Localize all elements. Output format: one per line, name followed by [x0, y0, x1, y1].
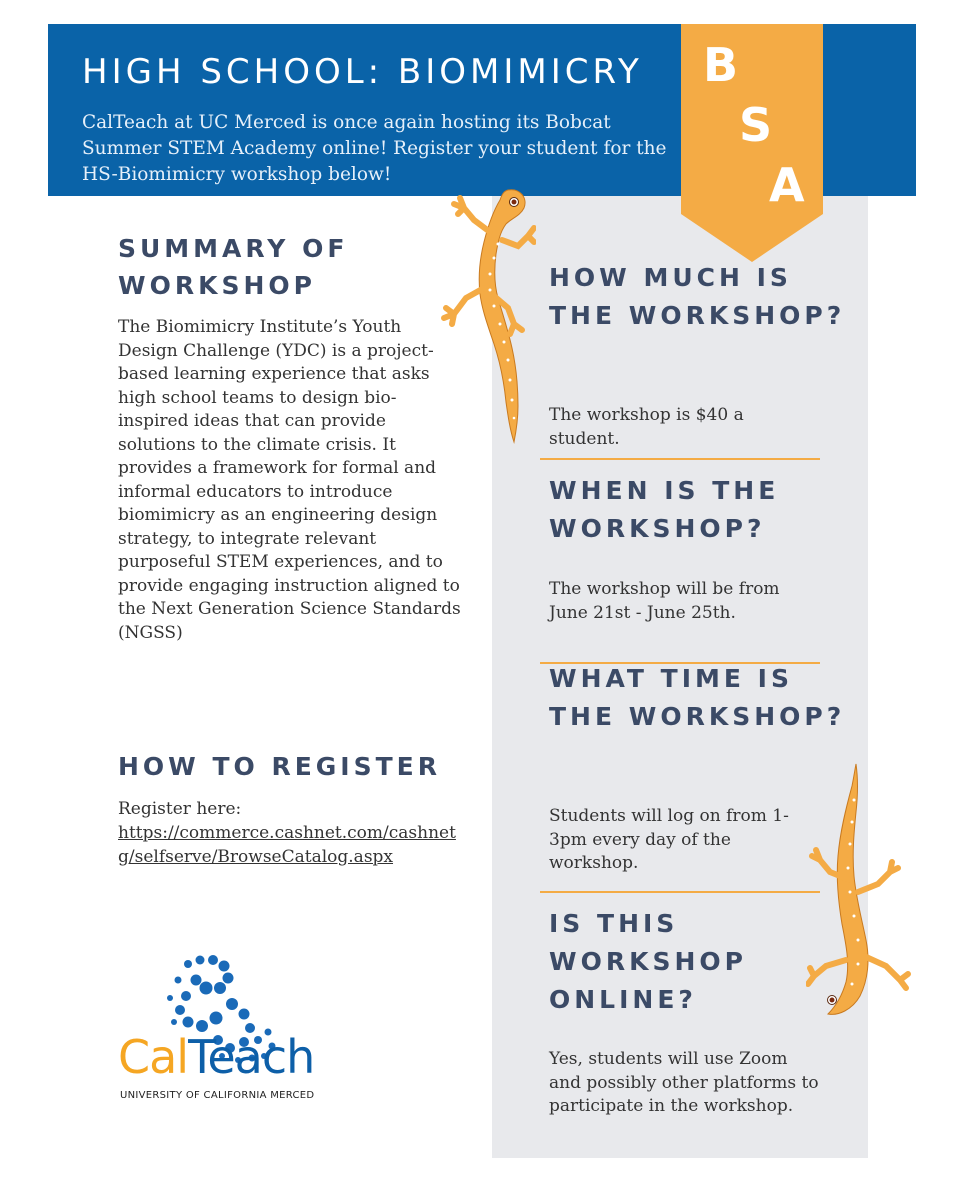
register-label: Register here: — [118, 799, 242, 819]
faq-divider — [540, 458, 820, 460]
ribbon-letter-s: S — [739, 98, 773, 152]
wordmark-teach: Teach — [188, 1030, 315, 1084]
register-link[interactable]: https://commerce.cashnet.com/cashnetg/selfserve/BrowseCatalog.aspx — [118, 823, 456, 867]
ribbon-letter-b: B — [703, 38, 739, 92]
page-title: HIGH SCHOOL: BIOMIMICRY — [82, 52, 643, 92]
faq-online-answer: Yes, students will use Zoom and possibly other platforms to participate in the workshop. — [549, 1049, 819, 1116]
faq-date-answer: The workshop will be from June 21st - June 25th. — [549, 579, 780, 623]
register-heading: HOW TO REGISTER — [118, 752, 442, 781]
calteach-wordmark — [118, 1030, 314, 1084]
faq-time-answer: Students will log on from 1-3pm every day of the workshop. — [549, 806, 789, 873]
university-name: UNIVERSITY OF CALIFORNIA MERCED — [120, 1090, 315, 1101]
summary-body: The Biomimicry Institute’s Youth Design Challenge (YDC) is a project-based learning experience that asks high school teams to design bio-inspired ideas that can provide solutions to the climate crisis. It provides a framework for formal and informal educators to introduce biomimicry as an engineering design strategy, to integrate relevant purposeful STEM experiences, and to provide engaging instruction aligned to the Next Generation Science Standards (NGSS) — [118, 317, 461, 643]
bsa-ribbon — [681, 24, 823, 262]
summary-heading: SUMMARY OF WORKSHOP — [118, 234, 349, 300]
faq-time-question: WHAT TIME IS THE WORKSHOP? — [549, 664, 846, 731]
faq-date-question: WHEN IS THE WORKSHOP? — [549, 476, 780, 543]
faq-cost-answer: The workshop is $40 a student. — [549, 405, 744, 449]
page-subtitle: CalTeach at UC Merced is once again hosting its Bobcat Summer STEM Academy online! Register your student for the HS-Biomimicry workshop below! — [82, 112, 667, 185]
faq-online-question: IS THIS WORKSHOP ONLINE? — [549, 909, 747, 1014]
faq-divider — [540, 891, 820, 893]
ribbon-letter-a: A — [769, 158, 805, 212]
faq-cost-question: HOW MUCH IS THE WORKSHOP? — [549, 263, 846, 330]
wordmark-cal: Cal — [118, 1030, 189, 1084]
